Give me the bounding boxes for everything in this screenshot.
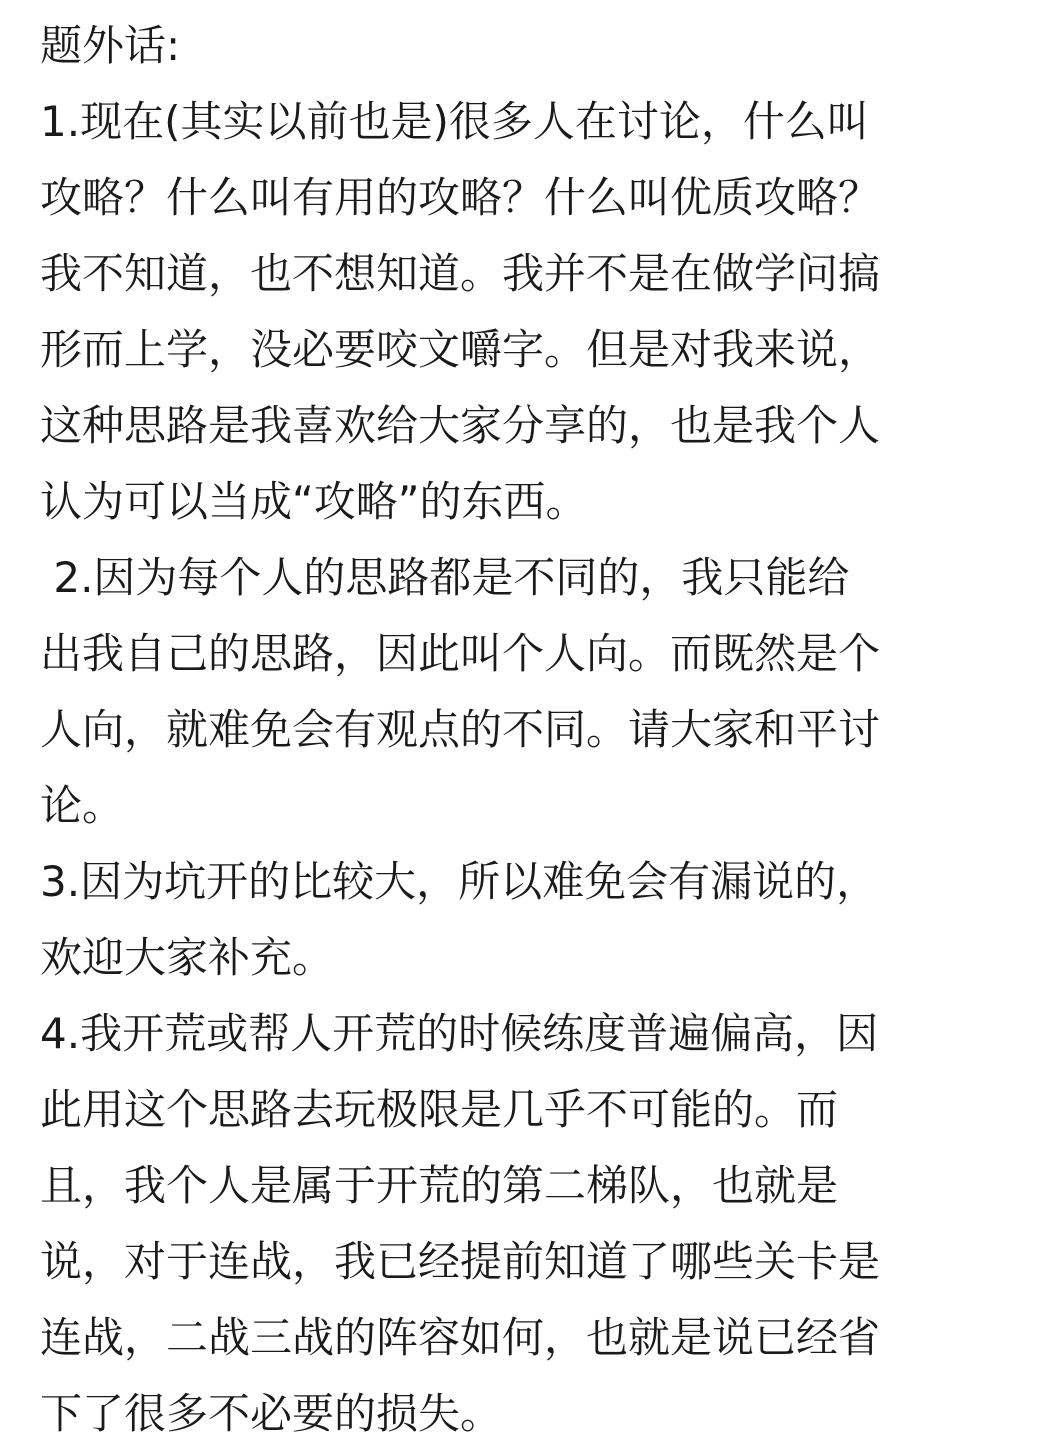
text-line: 认为可以当成“攻略”的东西。 <box>40 477 588 526</box>
document-body <box>40 8 1006 1452</box>
text-line: 连战，二战三战的阵容如何，也就是说已经省 <box>40 1313 881 1362</box>
text-line: 这种思路是我喜欢给大家分享的，也是我个人 <box>40 401 881 450</box>
text-line: 3.因为坑开的比较大，所以难免会有漏说的， <box>40 857 879 906</box>
text-line: 我不知道，也不想知道。我并不是在做学问搞 <box>40 249 881 298</box>
text-line: 1.现在(其实以前也是)很多人在讨论，什么叫 <box>40 97 869 146</box>
text-line: 题外话: <box>40 21 181 70</box>
text-line: 出我自己的思路，因此叫个人向。而既然是个 <box>40 629 881 678</box>
text-line: 4.我开荒或帮人开荒的时候练度普遍偏高，因 <box>40 1009 879 1058</box>
text-line: 欢迎大家补充。 <box>40 933 335 982</box>
text-line: 下了很多不必要的损失。 <box>40 1389 503 1438</box>
text-line: 论。 <box>40 781 125 830</box>
text-line: 2.因为每个人的思路都是不同的，我只能给 <box>40 553 850 602</box>
text-line: 此用这个思路去玩极限是几乎不可能的。而 <box>40 1085 839 1134</box>
text-line: 攻略？什么叫有用的攻略？什么叫优质攻略？ <box>40 173 881 222</box>
text-line: 说，对于连战，我已经提前知道了哪些关卡是 <box>40 1237 881 1286</box>
text-line: 形而上学，没必要咬文嚼字。但是对我来说， <box>40 325 881 374</box>
text-line: 且，我个人是属于开荒的第二梯队，也就是 <box>40 1161 839 1210</box>
text-line: 人向，就难免会有观点的不同。请大家和平讨 <box>40 705 881 754</box>
